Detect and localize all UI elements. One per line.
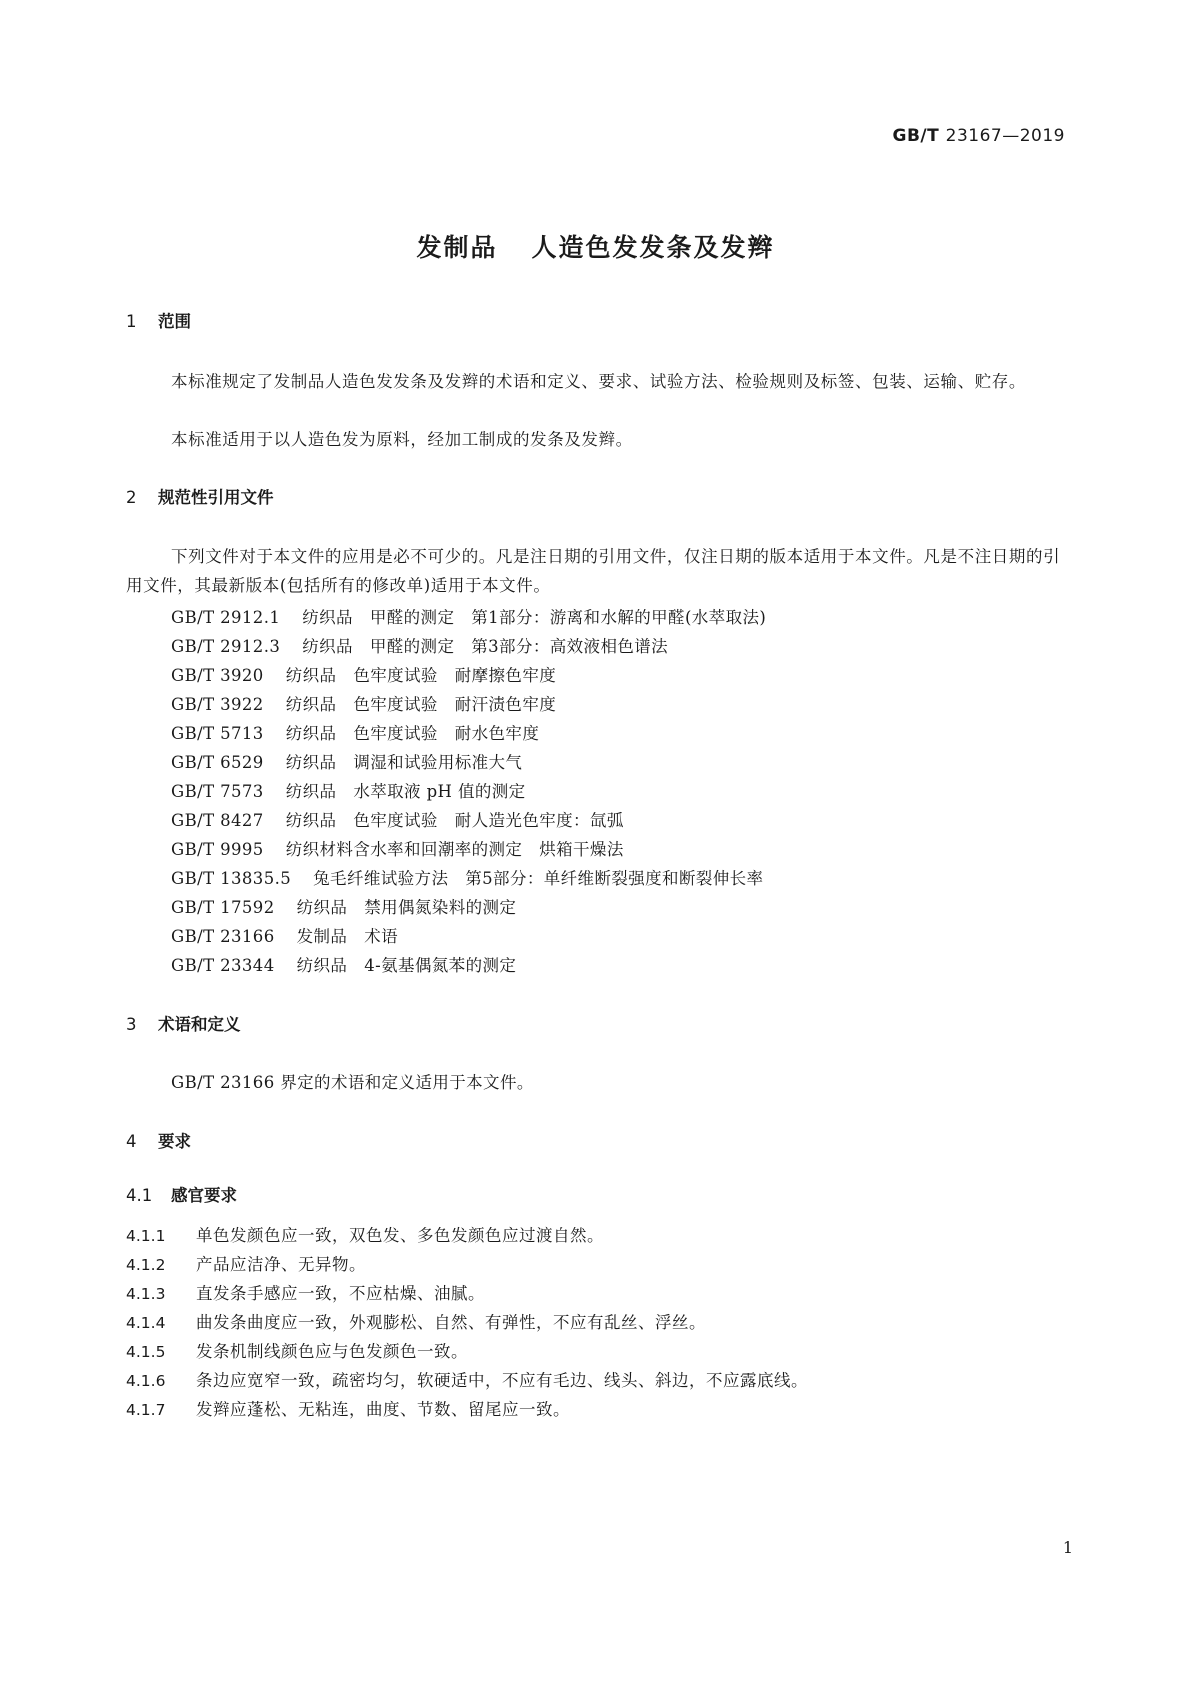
- clause-item: 4.1.4 曲发条曲度应一致，外观膨松、自然、有弹性，不应有乱丝、浮丝。: [126, 1313, 706, 1332]
- reference-item: GB/T 2912.1 纺织品 甲醛的测定 第1部分：游离和水解的甲醛(水萃取法): [171, 608, 767, 627]
- reference-item: GB/T 3922 纺织品 色牢度试验 耐汗渍色牢度: [171, 695, 557, 714]
- section-1-paragraph-1: 本标准规定了发制品人造色发发条及发辫的术语和定义、要求、试验方法、检验规则及标签、包装、运输、贮存。: [171, 372, 1026, 391]
- section-4-heading: 4 要求: [126, 1132, 191, 1151]
- section-3-paragraph-1: GB/T 23166 界定的术语和定义适用于本文件。: [171, 1073, 534, 1092]
- section-1-heading: 1 范围: [126, 312, 191, 331]
- standard-number: [893, 126, 1065, 146]
- reference-item: GB/T 23344 纺织品 4-氨基偶氮苯的测定: [171, 956, 517, 975]
- reference-item: GB/T 3920 纺织品 色牢度试验 耐摩擦色牢度: [171, 666, 557, 685]
- page-number: 1: [1062, 1538, 1073, 1557]
- reference-item: GB/T 9995 纺织材料含水率和回潮率的测定 烘箱干燥法: [171, 840, 624, 859]
- title-part-1: 发制品: [416, 233, 498, 262]
- standard-code: 23167—2019: [945, 126, 1065, 146]
- reference-item: GB/T 7573 纺织品 水萃取液 pH 值的测定: [171, 782, 526, 801]
- standard-prefix: GB/T: [892, 126, 940, 146]
- clause-item: 4.1.3 直发条手感应一致，不应枯燥、油腻。: [126, 1284, 485, 1303]
- document-title: [0, 228, 1191, 264]
- reference-item: GB/T 2912.3 纺织品 甲醛的测定 第3部分：高效液相色谱法: [171, 637, 669, 656]
- reference-item: GB/T 17592 纺织品 禁用偶氮染料的测定: [171, 898, 517, 917]
- section-4-1-heading: 4.1 感官要求: [126, 1186, 237, 1205]
- reference-item: GB/T 13835.5 兔毛纤维试验方法 第5部分：单纤维断裂强度和断裂伸长率: [171, 869, 764, 888]
- reference-item: GB/T 8427 纺织品 色牢度试验 耐人造光色牢度：氙弧: [171, 811, 624, 830]
- section-2-heading: 2 规范性引用文件: [126, 488, 274, 507]
- reference-item: GB/T 5713 纺织品 色牢度试验 耐水色牢度: [171, 724, 540, 743]
- clause-item: 4.1.2 产品应洁净、无异物。: [126, 1255, 366, 1274]
- clause-item: 4.1.1 单色发颜色应一致，双色发、多色发颜色应过渡自然。: [126, 1226, 604, 1245]
- title-part-2: 人造色发发条及发辫: [531, 233, 775, 262]
- reference-item: GB/T 6529 纺织品 调湿和试验用标准大气: [171, 753, 523, 772]
- section-1-paragraph-2: 本标准适用于以人造色发为原料，经加工制成的发条及发辫。: [171, 430, 633, 449]
- section-2-paragraph-1: 下列文件对于本文件的应用是必不可少的。凡是注日期的引用文件，仅注日期的版本适用于本文件。凡是不注日期的引用文件，其最新版本(包括所有的修改单)适用于本文件。: [126, 547, 1061, 595]
- reference-item: GB/T 23166 发制品 术语: [171, 927, 399, 946]
- section-3-heading: 3 术语和定义: [126, 1015, 241, 1034]
- clause-item: 4.1.7 发辫应蓬松、无粘连，曲度、节数、留尾应一致。: [126, 1400, 570, 1419]
- clause-item: 4.1.5 发条机制线颜色应与色发颜色一致。: [126, 1342, 468, 1361]
- clause-item: 4.1.6 条边应宽窄一致，疏密均匀，软硬适中，不应有毛边、线头、斜边，不应露底线。: [126, 1371, 808, 1390]
